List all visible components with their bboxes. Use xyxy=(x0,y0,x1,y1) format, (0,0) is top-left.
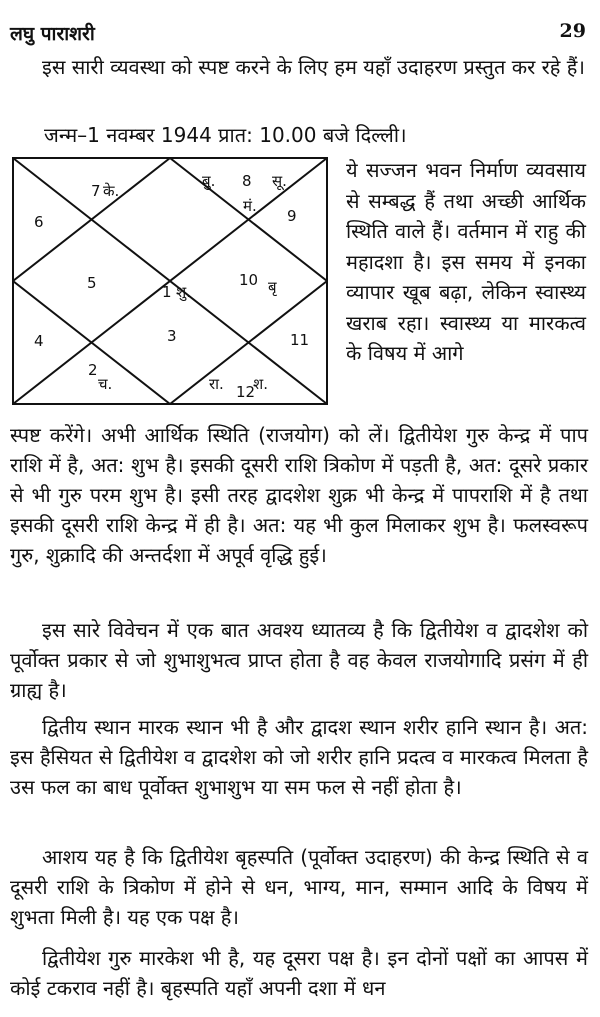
paragraph-3-text: आशय यह है कि द्वितीयेश बृहस्पति (पूर्वोक्त उदाहरण) की केन्द्र स्थिति से व दूसरी राशि के त्रिकोण में होने से धन, भाग्य, मान, सम्मान आदि के विषय में शुभता मिली है। यह एक पक्ष है। xyxy=(10,845,588,929)
planet-label: श. xyxy=(253,375,268,393)
side-text: ये सज्जन भवन निर्माण व्यवसाय से सम्बद्ध हैं तथा अच्छी आर्थिक स्थिति वाले हैं। वर्तमान में राहु की महादशा है। इस समय में इनका व्यापार खूब बढ़ा, लेकिन स्वास्थ्य खराब रहा। स्वास्थ्य या मारकत्व के विषय में आगे xyxy=(346,158,586,365)
page-number: 29 xyxy=(559,20,586,42)
paragraph-3 xyxy=(10,842,588,932)
planet-label: बृ xyxy=(268,278,277,296)
running-head: लघु पाराशरी xyxy=(10,23,95,45)
house-12-number: 12 xyxy=(236,383,256,401)
birth-details: जन्म–1 नवम्बर 1944 प्रात: 10.00 बजे दिल्ली। xyxy=(44,123,407,147)
house-11-number: 11 xyxy=(290,331,310,349)
house-6-number: 6 xyxy=(34,213,44,231)
paragraph-4 xyxy=(10,943,588,1003)
house-4-number: 4 xyxy=(34,332,44,350)
paragraph-4-text: द्वितीयेश गुरु मारकेश भी है, यह दूसरा पक्ष है। इन दोनों पक्षों का आपस में कोई टकराव नहीं है। बृहस्पति यहाँ अपनी दशा में धन xyxy=(10,946,588,1000)
house-7-number: 7 xyxy=(91,182,101,200)
house-2-number: 2 xyxy=(88,361,98,379)
house-10-number: 10 xyxy=(239,271,259,289)
planet-label: बु. xyxy=(202,172,216,190)
chart-side-text xyxy=(346,155,586,369)
house-8-number: 8 xyxy=(242,172,252,190)
house-5-number: 5 xyxy=(87,274,97,292)
planet-label: च. xyxy=(98,375,113,393)
paragraph-2-text: द्वितीय स्थान मारक स्थान भी है और द्वादश स्थान शरीर हानि स्थान है। अत: इस हैसियत से द्वितीयेश व द्वादशेश को जो शरीर हानि प्रदत्व व मारकत्व मिलता है उस फल का बाध पूर्वोक्त शुभाशुभ या सम फल से नहीं होता है। xyxy=(10,715,588,799)
paragraph-1-text: इस सारे विवेचन में एक बात अवश्य ध्यातव्य है कि द्वितीयेश व द्वादशेश को पूर्वोक्त प्रकार से जो शुभाशुभत्व प्राप्त होता है वह केवल राजयोगादि प्रसंग में ही ग्राह्य है। xyxy=(10,618,588,702)
planet-label: मं. xyxy=(243,197,257,215)
chart-grid xyxy=(13,158,327,404)
planet-label: रा. xyxy=(209,375,224,393)
house-3-number: 3 xyxy=(167,327,177,345)
planet-label: के. xyxy=(103,182,120,200)
continuation-paragraph: स्पष्ट करेंगे। अभी आर्थिक स्थिति (राजयोग) को लें। द्वितीयेश गुरु केन्द्र में पाप राशि में है, अत: शुभ है। इसकी दूसरी राशि त्रिकोण में पड़ती है, अत: दूसरे प्रकार से भी गुरु परम शुभ है। इसी तरह द्वादशेश शुक्र भी केन्द्र में पापराशि में है तथा इसकी दूसरी राशि केन्द्र में ही है। अत: यह भी कुल मिलाकर शुभ है। फलस्वरूप गुरु, शुक्रादि की अन्तर्दशा में अपूर्व वृद्धि हुई। xyxy=(10,423,588,567)
house-9-number: 9 xyxy=(287,207,297,225)
house-1-number: 1 xyxy=(162,283,172,301)
intro-text: इस सारी व्यवस्था को स्पष्ट करने के लिए हम यहाँ उदाहरण प्रस्तुत कर रहे हैं। xyxy=(42,55,585,79)
paragraph-1 xyxy=(10,615,588,705)
intro-paragraph xyxy=(10,52,588,82)
birth-chart xyxy=(12,157,328,405)
paragraph-2 xyxy=(10,712,588,802)
planet-label: सू. xyxy=(272,172,287,190)
planet-label: शु. xyxy=(176,283,191,301)
